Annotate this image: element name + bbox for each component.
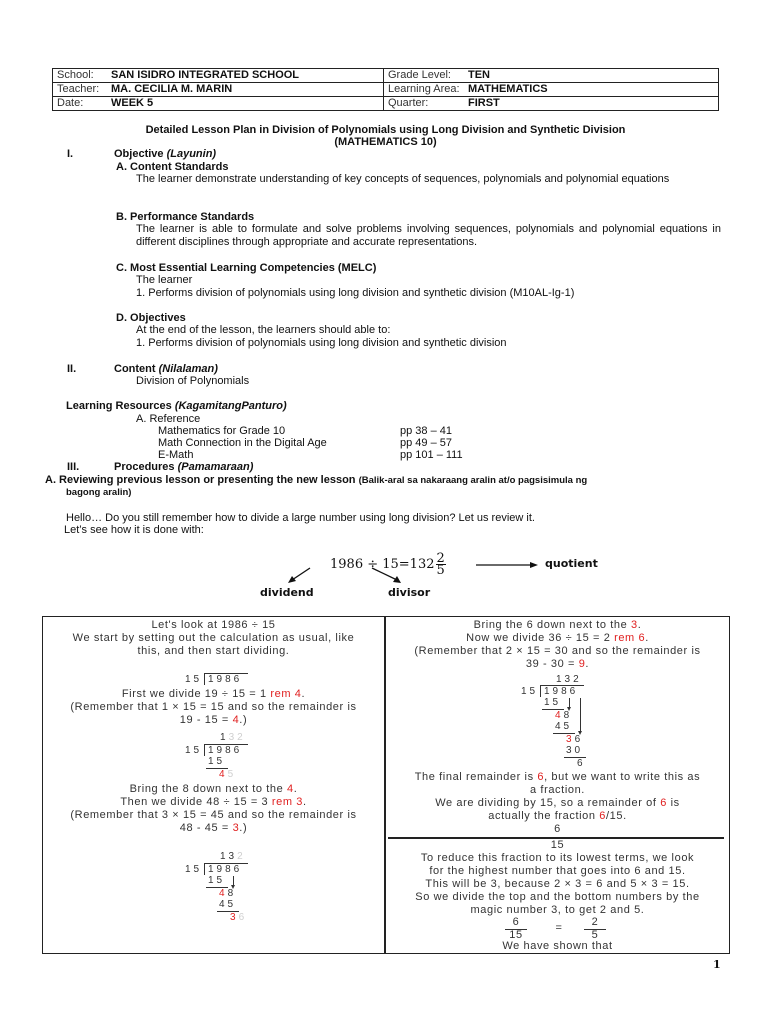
text: Bring the 6 down next to the [473,619,632,631]
step3-subtrahend-1: 15 [208,875,226,886]
left-line-10 [43,822,384,834]
red-text: 4 [219,888,228,899]
equals-sign: = [555,922,563,934]
content-standards-text: The learner demonstrate understanding of key concepts of sequences, polynomials and polynomial equations [136,173,670,185]
header-table [52,68,719,111]
left-line-5: (Remember that 1 × 15 = 15 and so the remainder is [70,701,357,713]
divisor-label: divisor [388,586,431,599]
right-line-5 [386,771,729,783]
step3-bracket [204,863,205,875]
area-cell [384,83,719,97]
right-line-7 [386,797,729,809]
quarter-label: Quarter: [388,97,429,109]
text: 13 [220,851,238,862]
text: Now we divide 36 ÷ 15 = 2 [466,632,615,644]
red-text: 3 [230,912,239,923]
red-text: rem 6 [614,632,646,644]
step3-divisor: 15 [185,864,203,875]
section-i-label-italic: (Layunin) [166,148,217,160]
grade-cell [384,69,719,83]
fraction-denominator: 5 [436,563,445,578]
text: 39 - 30 = [525,658,579,670]
final-bracket [540,685,541,697]
red-text: 3 [631,619,638,631]
left-line-4 [43,688,384,700]
text: actually the fraction [488,810,600,822]
quotient-label: quotient [545,557,598,570]
final-quotient: 132 [556,674,582,685]
objectives-text: At the end of the lesson, the learners should able to: [136,324,391,336]
teacher-value: MA. CECILIA M. MARIN [111,83,233,95]
step3-quotient [220,852,246,862]
procedure-a-label: A. Reviewing previous lesson or presenting the new lesson [45,474,359,486]
bring-down-arrow-icon [569,698,570,708]
right-line-11: This will be 3, because 2 × 3 = 6 and 5 × 3 = 15. [425,878,690,890]
final-subtrahend-1: 15 [544,697,562,708]
teacher-label: Teacher: [57,83,100,95]
section-i-number: I. [67,148,74,160]
section-iii-number: III. [67,461,80,473]
section-i-label: Objective [114,148,167,160]
right-line-6: a fraction. [530,784,585,796]
fraction-numerator: 2 [436,551,445,566]
gray-text: 6 [238,912,248,923]
step1-bracket [204,673,205,685]
melc-heading: C. Most Essential Learning Competencies (MELC) [116,262,377,274]
text: 48 - 45 = [179,822,233,834]
step3-remainder-2 [230,913,247,923]
intro-line-1: Hello… Do you still remember how to divide a large number using long division? Let us review it. [66,512,535,524]
quarter-value: FIRST [468,97,500,109]
reference-pages: pp 38 – 41 [400,425,452,437]
red-text: 9 [578,658,586,670]
final-remainder-1 [555,711,572,721]
red-text: 4 [232,714,240,726]
final-divisor: 15 [521,686,539,697]
final-remainder: 6 [577,758,586,769]
big-fraction-denominator: 15 [550,839,565,851]
date-label: Date: [57,97,84,109]
grade-value: TEN [468,69,490,81]
melc-text: The learner [136,274,193,286]
red-text: 4 [287,783,294,795]
red-text: rem 4 [270,688,302,700]
right-line-3: (Remember that 2 × 15 = 30 and so the remainder is [414,645,701,657]
text: .) [239,714,248,726]
bring-down-arrow-icon [580,698,581,732]
lhs-numerator: 6 [512,916,520,928]
procedure-a-sub: (Balik-aral sa nakaraang aralin at/o pagsisimula ng [358,475,588,486]
intro-line-2: Let’s see how it is done with: [64,524,204,536]
right-line-13: magic number 3, to get 2 and 5. [470,904,645,916]
resources-label: Learning Resources [66,400,175,412]
big-fraction-numerator: 6 [554,823,561,835]
red-text: 4 [219,769,228,780]
red-text: 4 [555,710,564,721]
dividend-arrow-icon [288,568,310,583]
equation-expression: 1986 ÷ 15=132 [330,557,435,572]
reference-pages: pp 101 – 111 [400,449,463,461]
step3-dividend: 1986 [208,864,243,875]
divisor-arrow-icon [372,568,401,583]
text: . [637,619,642,631]
red-text: 3 [566,734,575,745]
section-iii-heading [114,461,253,473]
right-line-10: for the highest number that goes into 6 and 15. [429,865,686,877]
step3-remainder-1 [219,889,236,899]
content-text: Division of Polynomials [136,375,250,387]
text: . [301,688,306,700]
red-text: 3 [232,822,240,834]
right-line-14: We have shown that [502,940,613,952]
step1-dividend: 1986 [208,674,243,685]
text: . [585,658,590,670]
red-text: 6 [599,810,606,822]
learning-resources-heading [66,400,287,412]
text: , but we want to write this as [544,771,701,783]
final-dividend: 1986 [544,686,579,697]
document-subtitle: (MATHEMATICS 10) [334,136,437,148]
text: . [645,632,649,644]
objectives-heading: D. Objectives [116,312,186,324]
step3-subtrahend-2: 45 [219,899,237,910]
gray-text: 2 [237,851,246,862]
objectives-item-1: 1. Performs division of polynomials using long division and synthetic division [136,337,507,349]
right-line-4 [386,658,729,670]
step2-subtrahend: 15 [208,756,226,767]
right-line-1 [386,619,729,631]
teacher-cell [53,83,384,97]
step2-bracket [204,744,205,756]
date-value: WEEK 5 [111,97,154,109]
lhs-denominator: 15 [509,929,523,941]
text: First we divide 19 ÷ 15 = 1 [121,688,271,700]
right-line-2 [386,632,729,644]
reference-heading: A. Reference [136,413,201,425]
right-line-9: To reduce this fraction to its lowest terms, we look [420,852,695,864]
step2-remainder [219,770,236,780]
text: Then we divide 48 ÷ 15 = 3 [120,796,272,808]
section-ii-label: Content [114,363,159,375]
left-line-9: (Remember that 3 × 15 = 45 and so the remainder is [70,809,357,821]
procedure-a-sub-continued: bagong aralin) [66,487,132,498]
text: 8 [563,710,573,721]
section-i-heading [114,148,216,160]
red-text: 6 [660,797,667,809]
date-cell [53,97,384,111]
step1-divisor: 15 [185,674,203,685]
area-value: MATHEMATICS [468,83,548,95]
step2-dividend: 1986 [208,745,243,756]
rhs-numerator: 2 [591,916,599,928]
document-title: Detailed Lesson Plan in Division of Polynomials using Long Division and Synthetic Division [145,124,626,136]
reference-title: Math Connection in the Digital Age [158,437,327,449]
melc-item-1: 1. Performs division of polynomials using long division and synthetic division (M10AL-Ig-1) [136,287,575,299]
final-subtrahend-2: 45 [555,721,573,732]
grade-label: Grade Level: [388,69,451,81]
section-ii-heading [114,363,218,375]
text: 19 - 15 = [179,714,233,726]
text: We are dividing by 15, so a remainder of [435,797,661,809]
final-remainder-2 [566,735,583,745]
performance-standards-text: The learner is able to formulate and solve problems involving sequences, polynomials and polynomial equations in different disciplines through appropriate and accurate representations. [136,223,721,248]
gray-text: 32 [228,732,246,743]
quarter-cell [384,97,719,111]
left-line-7 [43,783,384,795]
long-division-table [42,616,730,954]
performance-standards-heading: B. Performance Standards [116,211,255,223]
procedure-a-heading [45,474,587,487]
text: . [303,796,307,808]
right-line-12: So we divide the top and the bottom numbers by the [415,891,700,903]
section-iii-label: Procedures [114,461,178,473]
text: 8 [227,888,237,899]
rhs-denominator: 5 [591,929,599,941]
text: .) [239,822,248,834]
section-ii-number: II. [67,363,77,375]
red-text: rem 3 [271,796,304,808]
gray-text: 5 [227,769,237,780]
left-line-8 [43,796,384,808]
school-cell [53,69,384,83]
bring-down-arrow-icon [233,876,234,886]
section-iii-label-italic: (Pamamaraan) [177,461,254,473]
text: Bring the 8 down next to the [129,783,288,795]
text: 6 [574,734,584,745]
reference-title: Mathematics for Grade 10 [158,425,286,437]
reference-title: E-Math [158,449,194,461]
left-line-6 [43,714,384,726]
left-line-1: Let's look at 1986 ÷ 15 [151,619,276,631]
page-number: 1 [713,958,721,971]
step2-quotient [220,733,246,743]
school-label: School: [57,69,94,81]
area-label: Learning Area: [388,83,460,95]
text: /15. [606,810,627,822]
right-line-8 [386,810,729,822]
final-subtrahend-3: 30 [566,745,584,756]
text: 1 [220,732,229,743]
text: The final remainder is [414,771,538,783]
dividend-label: dividend [260,586,314,599]
red-text: 6 [537,771,545,783]
quotient-arrow-icon [476,562,538,568]
text: is [666,797,680,809]
resources-label-italic: (KagamitangPanturo) [174,400,287,412]
left-line-2: We start by setting out the calculation as usual, like [72,632,355,644]
content-standards-heading: A. Content Standards [116,161,229,173]
section-ii-label-italic: (Nilalaman) [158,363,218,375]
reference-pages: pp 49 – 57 [400,437,452,449]
left-line-3: this, and then start dividing. [137,645,290,657]
school-value: SAN ISIDRO INTEGRATED SCHOOL [111,69,300,81]
step2-divisor: 15 [185,745,203,756]
text: . [293,783,298,795]
